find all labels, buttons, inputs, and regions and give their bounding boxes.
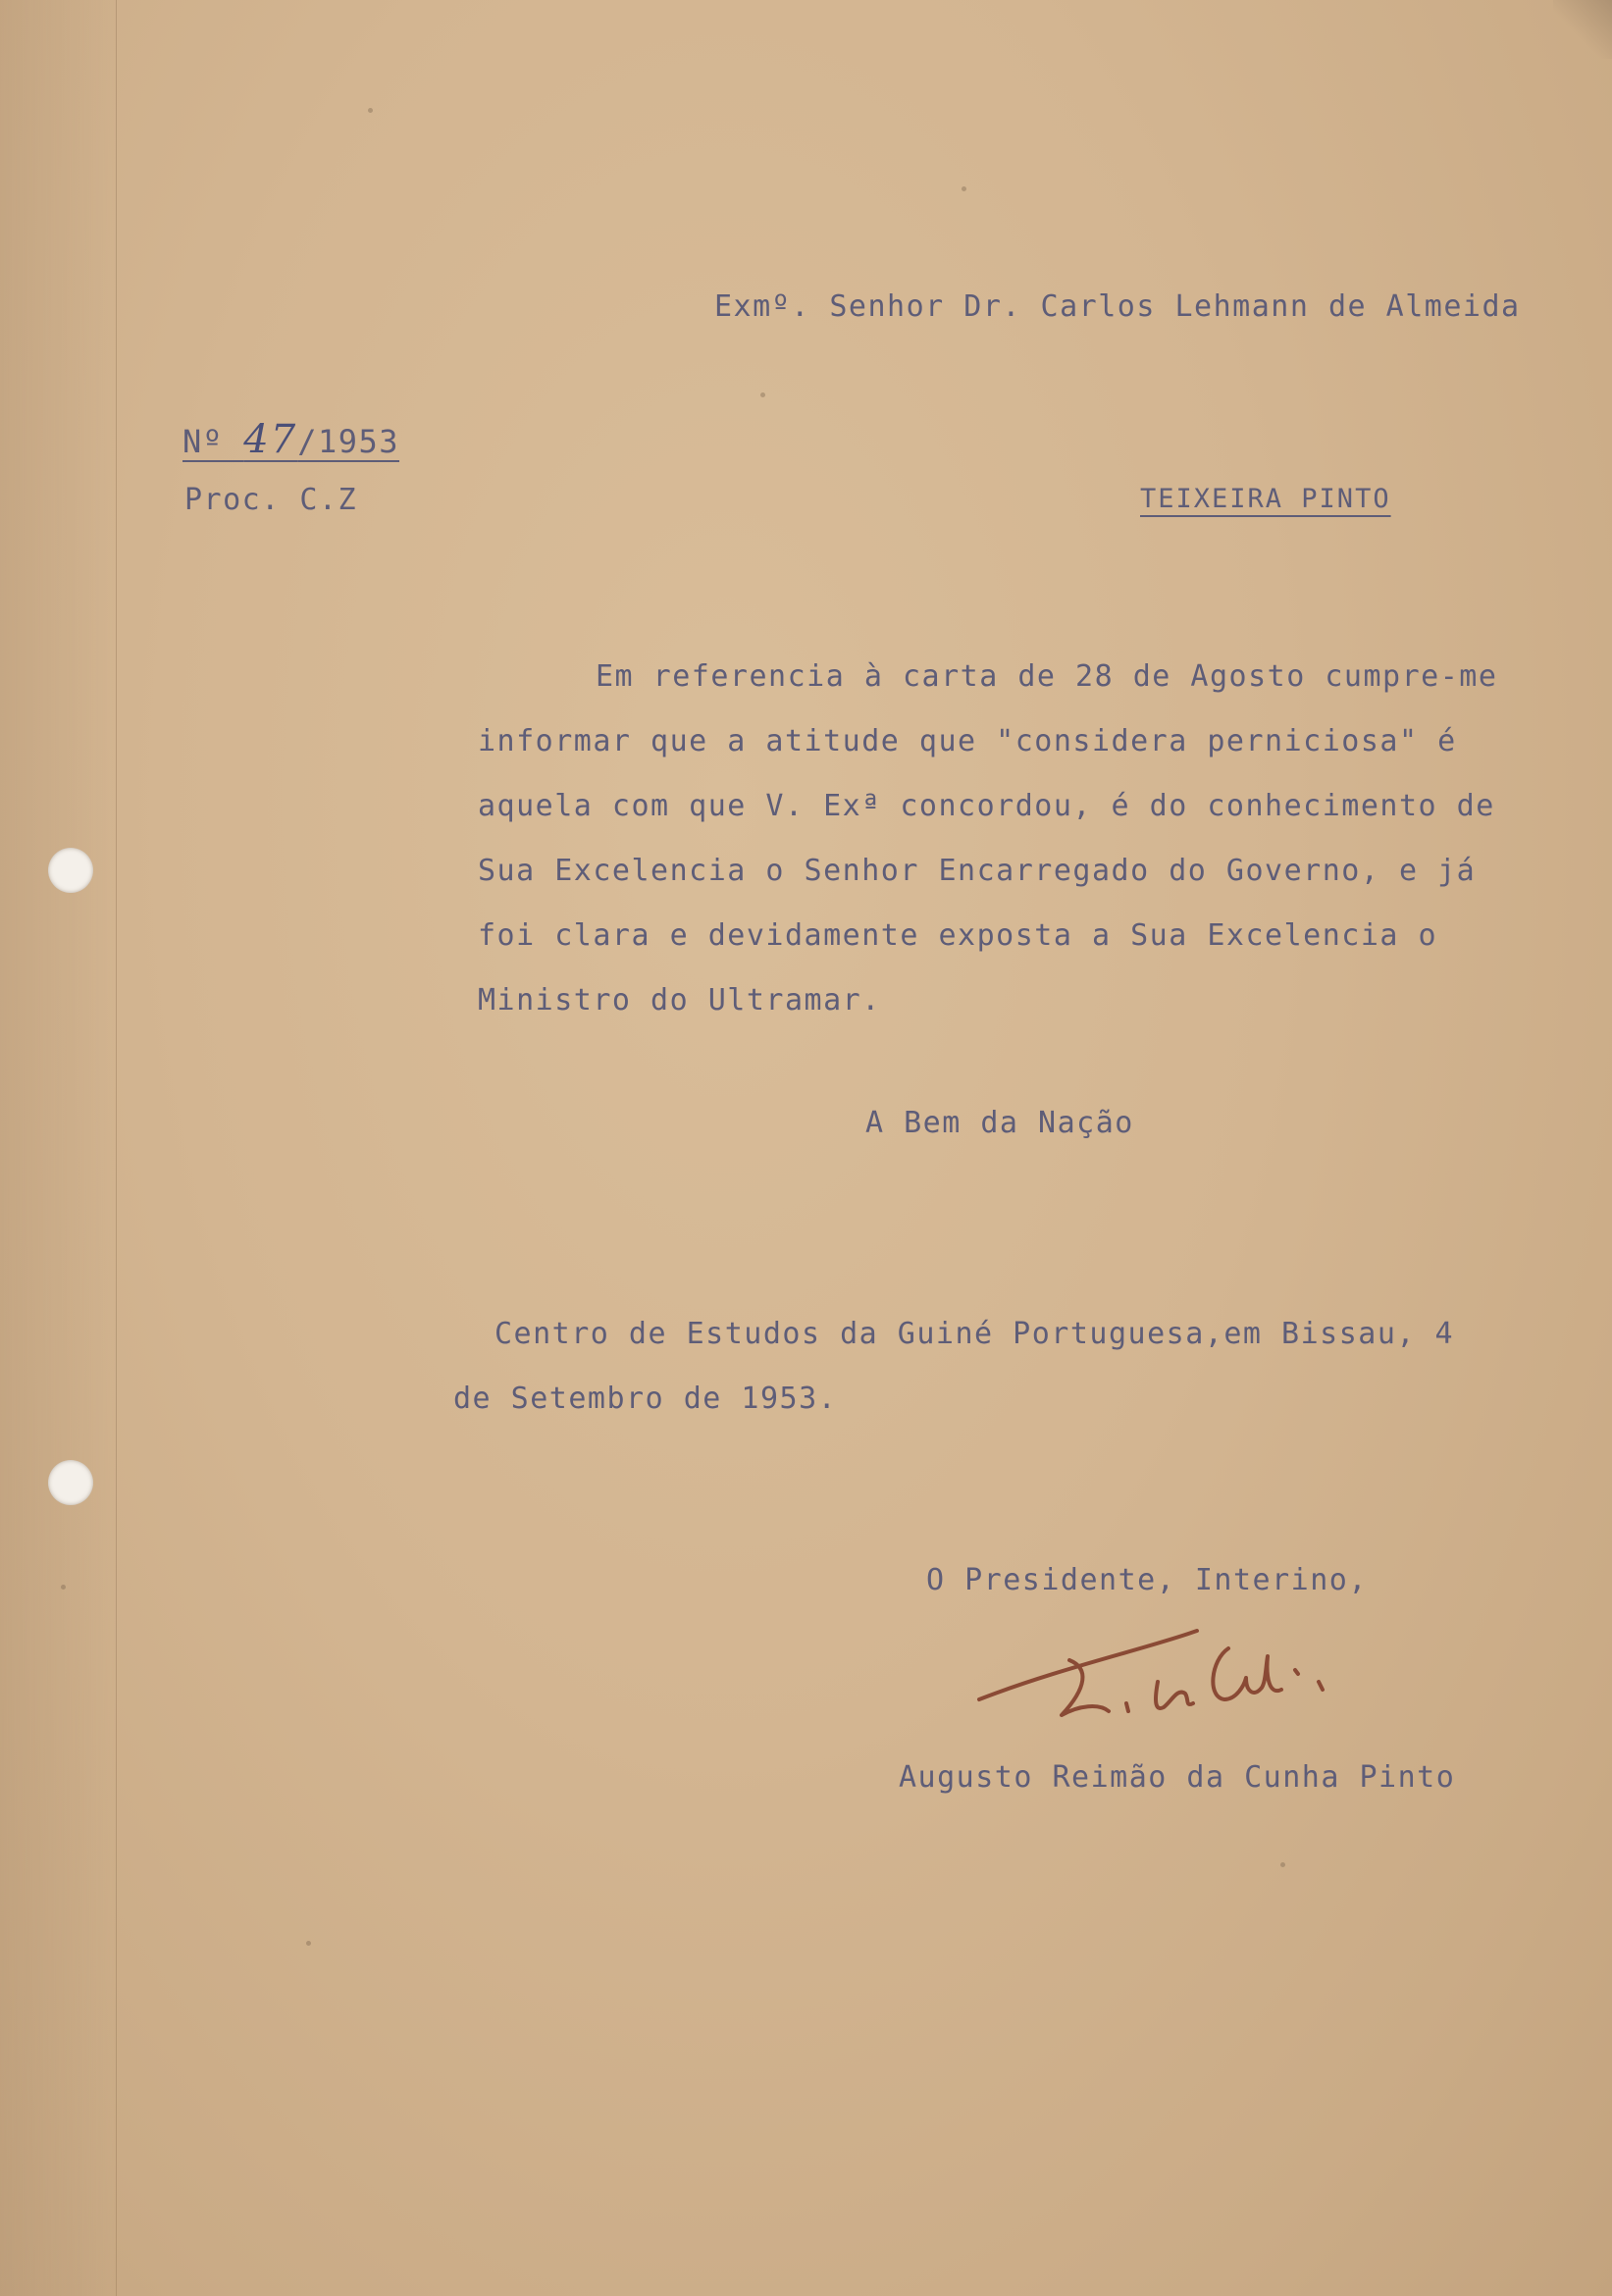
reference-year: /1953 — [297, 423, 400, 460]
reference-number — [182, 417, 400, 462]
handwritten-signature — [971, 1609, 1423, 1747]
process-code: Proc. C.Z — [184, 483, 358, 517]
reference-prefix: Nº — [182, 423, 244, 460]
addressee-line: Exmº. Senhor Dr. Carlos Lehmann de Almeida — [714, 289, 1521, 324]
letter-body: Em referencia à carta de 28 de Agosto cumpre-me informar que a atitude que "considera perniciosa" é aquela com que V. Exª concordou, é do conhecimento de Sua Excelencia o Senhor Encarregado do Governo, e já foi clara e devidamente exposta a Sua Excelencia o Ministro do Ultramar. — [478, 659, 1498, 1018]
reference-handwritten-number: 47 — [243, 417, 298, 462]
paper-speck — [306, 1941, 311, 1946]
punch-hole-bottom — [48, 1460, 93, 1505]
paper-speck — [962, 186, 966, 191]
punch-hole-top — [48, 848, 93, 893]
paper-speck — [1280, 1862, 1285, 1867]
paper-speck — [760, 392, 765, 397]
closing-salutation: A Bem da Nação — [865, 1106, 1134, 1140]
place-and-date: Centro de Estudos da Guiné Portuguesa,em Bissau, 4 de Setembro de 1953. — [453, 1317, 1455, 1416]
paper-speck — [368, 108, 373, 113]
signer-name: Augusto Reimão da Cunha Pinto — [899, 1760, 1456, 1795]
signer-role: O Presidente, Interino, — [926, 1563, 1368, 1597]
recipient-surname: TEIXEIRA PINTO — [1140, 484, 1391, 514]
paper-speck — [61, 1585, 66, 1590]
